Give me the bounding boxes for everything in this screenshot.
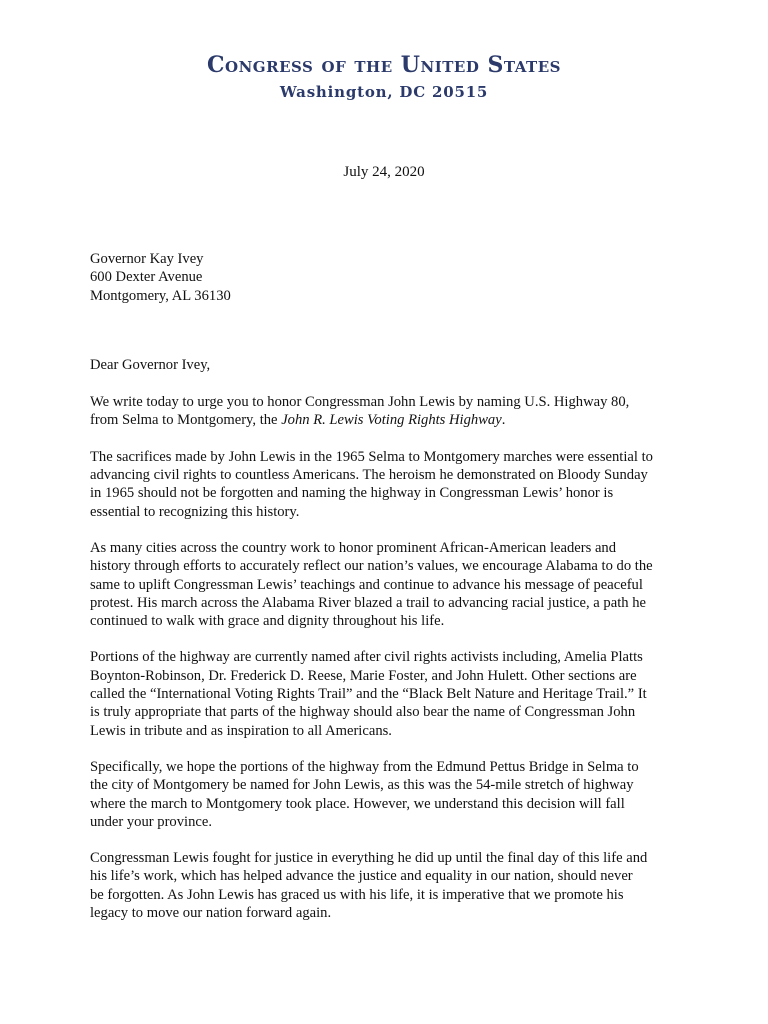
paragraph-line: in 1965 should not be forgotten and naming the highway in Congressman Lewis’ honor is — [90, 485, 614, 502]
paragraph-line: essential to recognizing this history. — [90, 503, 300, 520]
highway-name: John R. Lewis Voting Rights Highway — [281, 412, 502, 429]
paragraph-line: Portions of the highway are currently named after civil rights activists including, Amelia Platts — [90, 649, 643, 666]
paragraph-line — [90, 411, 690, 429]
paragraph-line: Specifically, we hope the portions of the highway from the Edmund Pettus Bridge in Selma to — [90, 758, 639, 775]
paragraph-text: . — [501, 412, 506, 429]
recipient-street: 600 Dexter Avenue — [90, 269, 203, 286]
recipient-city: Montgomery, AL 36130 — [90, 287, 231, 304]
paragraph-line: Boynton-Robinson, Dr. Frederick D. Reese, Marie Foster, and John Hulett. Other sections are — [90, 667, 637, 684]
letterhead — [0, 50, 768, 102]
salutation: Dear Governor Ivey, — [90, 356, 211, 373]
paragraph-line: same to uplift Congressman Lewis’ teachings and continue to advance his message of peaceful — [90, 576, 643, 593]
paragraph-line: As many cities across the country work to honor prominent African-American leaders and — [90, 539, 617, 556]
paragraph-5 — [90, 758, 690, 831]
paragraph-line: be forgotten. As John Lewis has graced us with his life, it is imperative that we promote his — [90, 886, 624, 903]
paragraph-line: called the “International Voting Rights Trail” and the “Black Belt Nature and Heritage Trail.” It — [90, 686, 647, 703]
paragraph-line: Lewis in tribute and as inspiration to all Americans. — [90, 722, 392, 739]
paragraph-line: Congressman Lewis fought for justice in everything he did up until the final day of this life and — [90, 850, 648, 867]
paragraph-text: from Selma to Montgomery, the — [90, 412, 282, 429]
paragraph-line: advancing civil rights to countless Americans. The heroism he demonstrated on Bloody Sunday — [90, 467, 648, 484]
letterhead-address: Washington, DC 20515 — [279, 83, 489, 101]
paragraph-line: The sacrifices made by John Lewis in the 1965 Selma to Montgomery marches were essential to — [90, 448, 653, 465]
paragraph-line: his life’s work, which has helped advance the justice and equality in our nation, should never — [90, 868, 633, 885]
paragraph-2 — [90, 448, 690, 521]
paragraph-line: We write today to urge you to honor Congressman John Lewis by naming U.S. Highway 80, — [90, 394, 630, 411]
paragraph-line: where the march to Montgomery took place. However, we understand this decision will fall — [90, 795, 625, 812]
paragraph-line: continued to walk with grace and dignity throughout his life. — [90, 613, 445, 630]
paragraph-4 — [90, 648, 690, 739]
recipient-name: Governor Kay Ivey — [90, 251, 204, 267]
paragraph-line: history through efforts to accurately reflect our nation’s values, we encourage Alabama to do the — [90, 558, 653, 575]
paragraph-line: under your province. — [90, 813, 212, 830]
letter-date: July 24, 2020 — [343, 164, 425, 180]
paragraph-line: legacy to move our nation forward again. — [90, 905, 332, 922]
recipient-address — [90, 250, 690, 305]
paragraph-line: the city of Montgomery be named for John Lewis, as this was the 54-mile stretch of highway — [90, 777, 634, 794]
paragraph-6 — [90, 849, 690, 922]
paragraph-3 — [90, 539, 690, 630]
letter-body — [90, 250, 690, 940]
paragraph-line: is truly appropriate that parts of the highway should also bear the name of Congressman John — [90, 704, 636, 721]
paragraph-line: protest. His march across the Alabama River blazed a trail to advancing racial justice, a path he — [90, 594, 646, 611]
letterhead-title: Congress of the United States — [207, 52, 561, 78]
paragraph-1 — [90, 393, 690, 430]
